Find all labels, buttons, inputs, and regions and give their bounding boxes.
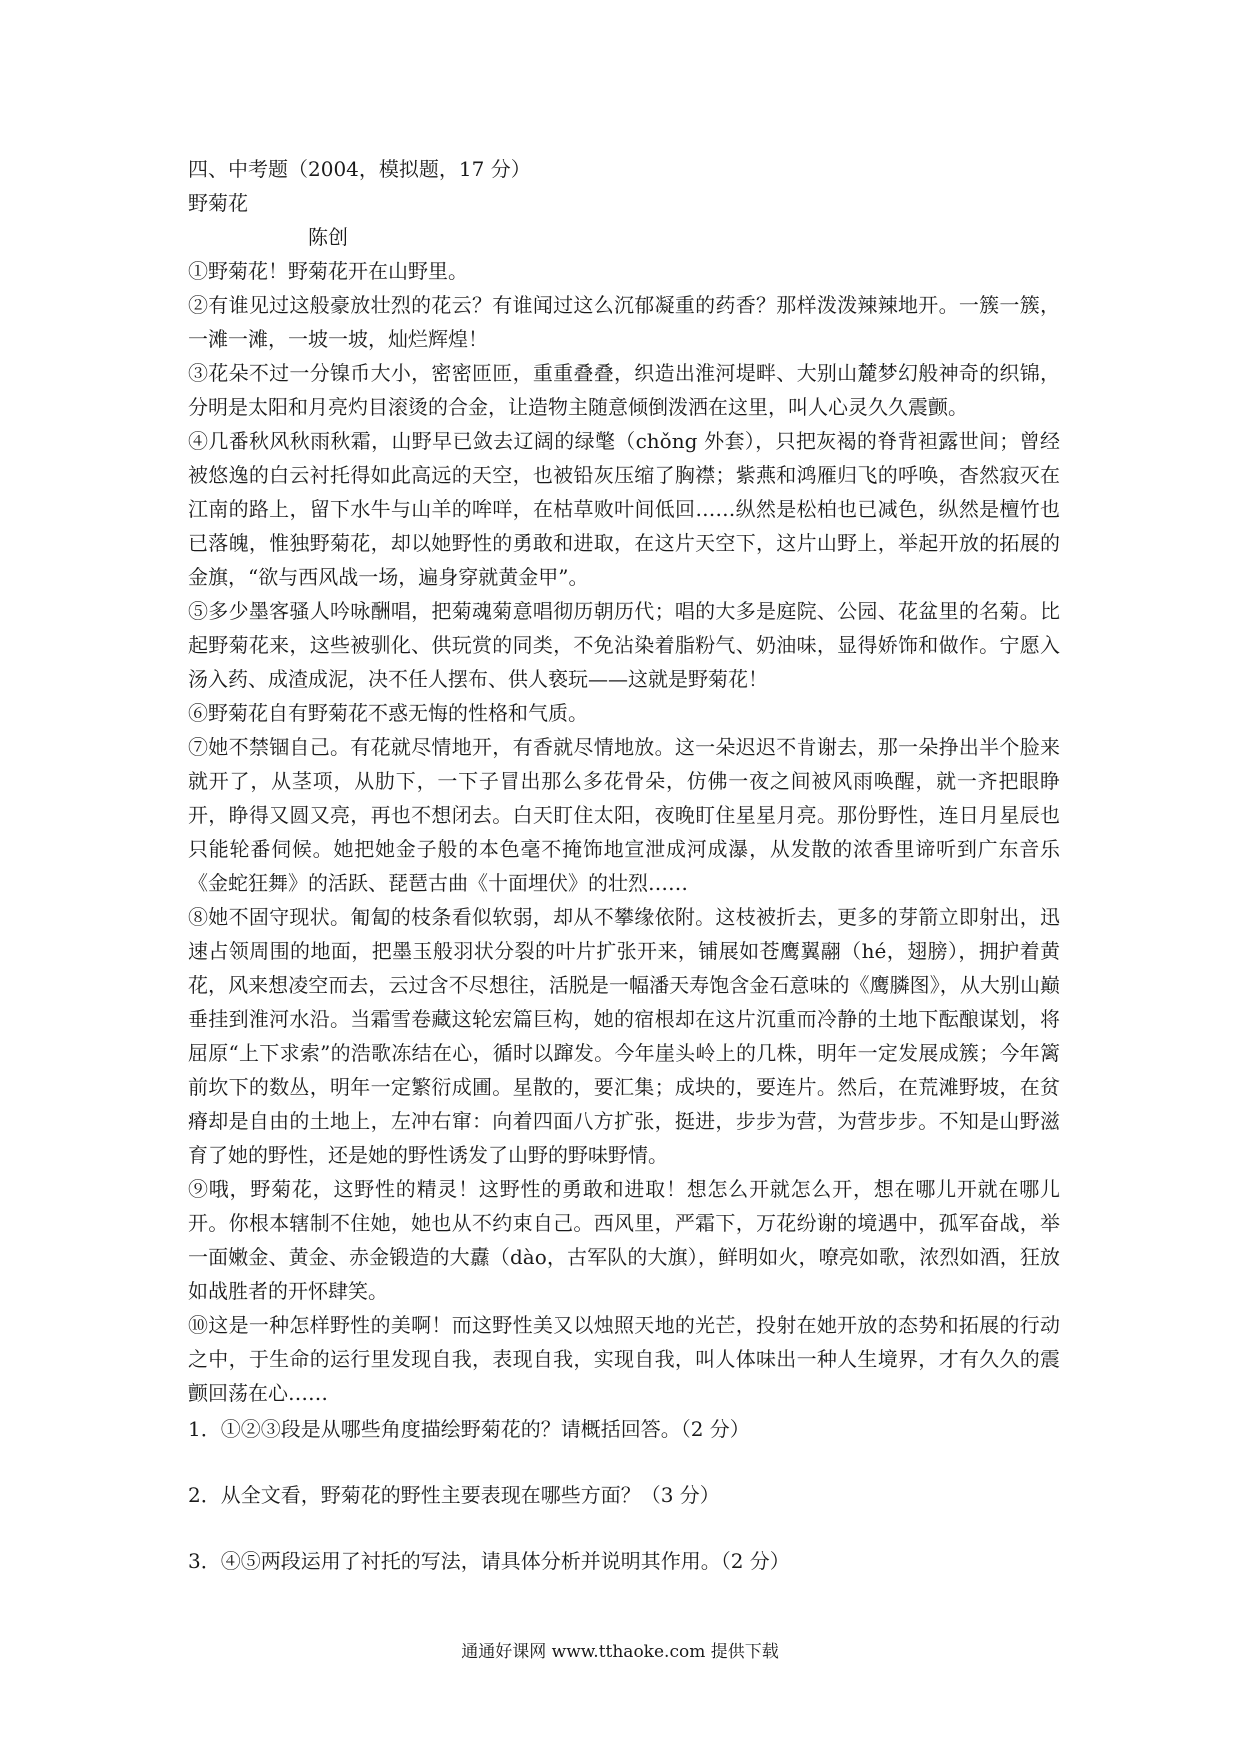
section-header: 四、中考题（2004，模拟题，17 分） bbox=[188, 157, 531, 181]
question-1: 1．①②③段是从哪些角度描绘野菊花的？请概括回答。（2 分） bbox=[188, 1417, 750, 1441]
article-title: 野菊花 bbox=[188, 191, 248, 215]
paragraph-10: ⑩这是一种怎样野性的美啊！而这野性美又以烛照天地的光芒，投射在她开放的态势和拓展的行动之中，于生命的运行里发现自我，表现自我，实现自我，叫人体味出一种人生境界，才有久久的震颤回荡在心…… bbox=[188, 1313, 1060, 1405]
page-footer: 通通好课网 www.tthaoke.com 提供下载 bbox=[461, 1642, 779, 1662]
paragraph-5: ⑤多少墨客骚人吟咏酬唱，把菊魂菊意唱彻历朝历代；唱的大多是庭院、公园、花盆里的名菊。比起野菊花来，这些被驯化、供玩赏的同类，不免沾染着脂粉气、奶油味，显得娇饰和做作。宁愿入汤入药、成渣成泥，决不任人摆布、供人亵玩——这就是野菊花！ bbox=[188, 599, 1060, 691]
article-body bbox=[188, 254, 1060, 1410]
paragraph-7: ⑦她不禁锢自己。有花就尽情地开，有香就尽情地放。这一朵迟迟不肯谢去，那一朵挣出半个脸来就开了，从茎项，从肋下，一下子冒出那么多花骨朵，仿佛一夜之间被风雨唤醒，就一齐把眼睁开，睁得又圆又亮，再也不想闭去。白天盯住太阳，夜晚盯住星星月亮。那份野性，连日月星辰也只能轮番伺候。她把她金子般的本色毫不掩饰地宣泄成河成瀑，从发散的浓香里谛听到广东音乐《金蛇狂舞》的活跃、琵琶古曲《十面埋伏》的壮烈…… bbox=[188, 735, 1060, 895]
document-page bbox=[188, 152, 1060, 1578]
paragraph-2: ②有谁见过这般豪放壮烈的花云？有谁闻过这么沉郁凝重的药香？那样泼泼辣辣地开。一簇一簇，一滩一滩，一坡一坡，灿烂辉煌！ bbox=[188, 293, 1060, 351]
question-3: 3．④⑤两段运用了衬托的写法，请具体分析并说明其作用。（2 分） bbox=[188, 1549, 790, 1573]
paragraph-1: ①野菊花！野菊花开在山野里。 bbox=[188, 259, 468, 283]
article-author: 陈创 bbox=[308, 225, 348, 249]
paragraph-4: ④几番秋风秋雨秋霜，山野早已敛去辽阔的绿氅（chǒng 外套），只把灰褐的脊背袒露世间；曾经被悠逸的白云衬托得如此高远的天空，也被铅灰压缩了胸襟；紫燕和鸿雁归飞的呼唤，杳然寂灭在江南的路上，留下水牛与山羊的哞咩，在枯草败叶间低回……纵然是松柏也已减色，纵然是檀竹也已落魄，惟独野菊花，却以她野性的勇敢和进取，在这片天空下，这片山野上，举起开放的拓展的金旗，“欲与西风战一场，遍身穿就黄金甲”。 bbox=[188, 429, 1060, 589]
paragraph-8: ⑧她不固守现状。匍匐的枝条看似软弱，却从不攀缘依附。这枝被折去，更多的芽箭立即射出，迅速占领周围的地面，把墨玉般羽状分裂的叶片扩张开来，铺展如苍鹰翼翮（hé，翅膀），拥护着黄花，风来想凌空而去，云过含不尽想往，活脱是一幅潘天寿饱含金石意味的《鹰膦图》，从大别山巅垂挂到淮河水沿。当霜雪卷藏这轮宏篇巨构，她的宿根却在这片沉重而冷静的土地下酝酿谋划，将屈原“上下求索”的浩歌冻结在心，循时以蹿发。今年崖头岭上的几株，明年一定发展成簇；今年篱前坎下的数丛，明年一定繁衍成圃。星散的，要汇集；成块的，要连片。然后，在荒滩野坡，在贫瘠却是自由的土地上，左冲右窜：向着四面八方扩张，挺进，步步为营，为营步步。不知是山野滋育了她的野性，还是她的野性诱发了山野的野味野情。 bbox=[188, 905, 1060, 1167]
question-list bbox=[188, 1412, 1060, 1578]
question-2: 2．从全文看，野菊花的野性主要表现在哪些方面？（3 分） bbox=[188, 1483, 720, 1507]
paragraph-9: ⑨哦，野菊花，这野性的精灵！这野性的勇敢和进取！想怎么开就怎么开，想在哪儿开就在哪儿开。你根本辖制不住她，她也从不约束自己。西风里，严霜下，万花纷谢的境遇中，孤军奋战，举一面嫩金、黄金、赤金锻造的大纛（dào，古军队的大旗），鲜明如火，嘹亮如歌，浓烈如酒，狂放如战胜者的开怀肆笑。 bbox=[188, 1177, 1060, 1303]
paragraph-3: ③花朵不过一分镍币大小，密密匝匝，重重叠叠，织造出淮河堤畔、大别山麓梦幻般神奇的织锦，分明是太阳和月亮灼目滚烫的合金，让造物主随意倾倒泼洒在这里，叫人心灵久久震颤。 bbox=[188, 361, 1060, 419]
paragraph-6: ⑥野菊花自有野菊花不惑无悔的性格和气质。 bbox=[188, 701, 588, 725]
